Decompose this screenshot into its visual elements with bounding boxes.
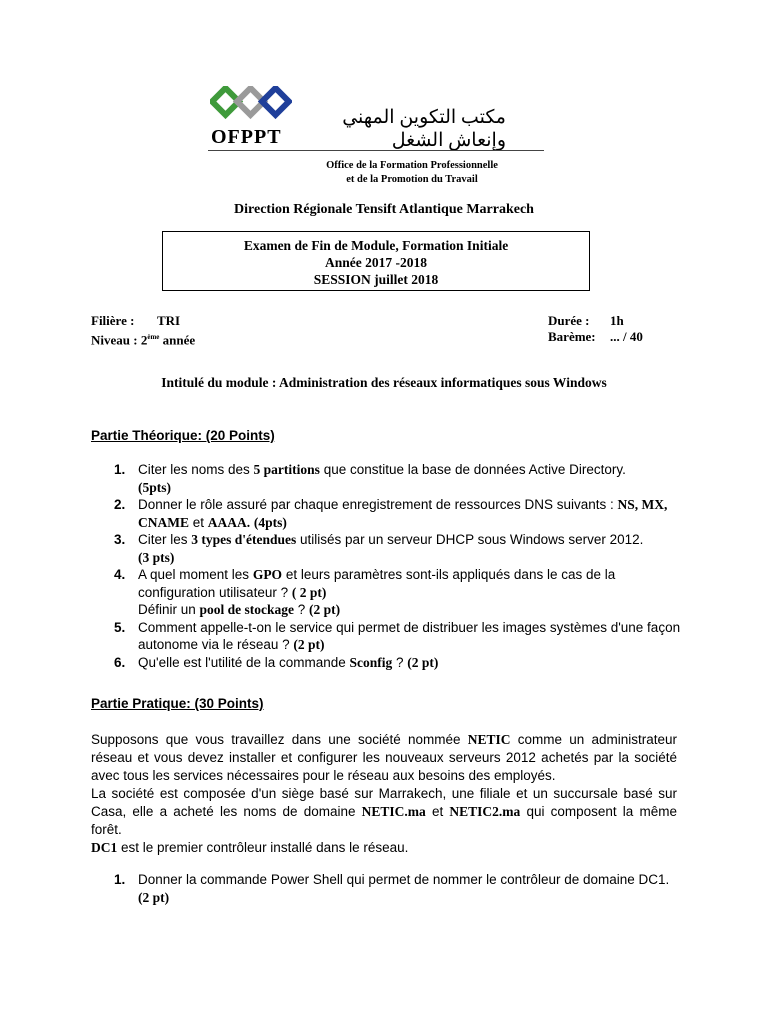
exam-title-box [162,231,590,291]
question-keyword: GPO [252,567,283,582]
question-points: (4pts) [253,514,287,530]
direction-regionale: Direction Régionale Tensift Atlantique Marrakech [234,202,534,217]
question-text: Citer les [138,532,192,547]
question-points: (2 pt) [138,889,170,905]
theory-question-4 [91,566,681,619]
filiere-label: Filière : [91,313,135,328]
practice-question-1 [91,871,681,906]
module-title: Intitulé du module : Administration des réseaux informatiques sous Windows [161,375,607,390]
question-keyword: 3 types d'étendues [191,532,297,547]
office-line-1: Office de la Formation Professionnelle [326,160,498,171]
intro-text: Supposons que vous travaillez dans une société nommée [91,732,468,747]
theory-question-1 [91,461,681,496]
question-points: ( 2 pt) [291,584,327,600]
question-text: ? [294,602,310,617]
office-name [300,159,524,187]
question-text: Donner la commande Power Shell qui permet de nommer le contrôleur de domaine DC1. [138,872,670,887]
company-name: NETIC [467,732,511,747]
exam-title-line-1: Examen de Fin de Module, Formation Initiale [243,238,509,253]
question-keyword: 5 partitions [253,462,320,477]
logo-wordmark: OFPPT [211,126,282,148]
question-number: 3. [114,532,126,547]
arabic-org-name: مكتب التكوين المهني وإنعاش الشغل [342,107,506,151]
exam-title-line-2: Année 2017 -2018 [325,255,427,270]
intro-text: est le premier contrôleur installé dans le réseau. [117,840,409,855]
question-text: Qu'elle est l'utilité de la commande [138,654,350,670]
theory-question-5 [91,619,681,654]
niveau-superscript: ème [147,333,160,341]
domain-name: NETIC2.ma [449,804,521,819]
exam-title-line-3: SESSION juillet 2018 [313,272,439,287]
bareme-label: Barème: [548,329,596,344]
question-text: ? [392,654,408,670]
intro-text: qui composent la même forêt. [91,804,677,837]
bareme-value: ... / 40 [610,329,643,344]
question-points: (3 pts) [138,549,175,565]
ofppt-logo-icon [210,86,292,122]
question-text: et [189,514,208,530]
intro-text: comme un administrateur réseau et vous devez installer et configurer les nouveaux serveurs 2012 achetés par la société avec tous les services nécessaires pour le réseau aux besoins des employés. [91,732,677,783]
controller-name: DC1 [91,840,118,855]
niveau-suffix: année [159,332,196,348]
question-number: 2. [114,497,126,512]
theory-question-3 [91,531,681,566]
question-keyword: Sconfig [349,654,393,670]
question-number: 1. [114,462,126,477]
domain-name: NETIC.ma [361,804,426,819]
question-text: et leurs paramètres sont-ils appliqués dans le cas de la configuration utilisateur ? [138,567,616,600]
question-text: Définir un [138,602,200,617]
question-text: Donner le rôle assuré par chaque enregistrement de ressources DNS suivants : [138,497,618,512]
question-points: (2 pt) [293,637,325,652]
question-keyword: NS, MX, CNAME [138,497,668,530]
duree-value: 1h [610,313,624,328]
theory-question-list [91,461,681,671]
question-number: 4. [114,567,126,582]
question-points: (2 pt) [407,654,439,670]
question-text: que constitue la base de données Active Directory. [319,462,626,477]
question-number: 6. [114,654,126,670]
theory-heading: Partie Théorique: (20 Points) [91,428,275,443]
niveau-label: Niveau : 2 [91,332,148,348]
question-points: (5pts) [138,479,171,495]
duree-label: Durée : [548,313,590,328]
office-line-2: et de la Promotion du Travail [346,174,478,185]
theory-question-6 [91,654,681,672]
filiere-value: TRI [157,313,181,328]
niveau-line [91,329,195,348]
practice-question-list [91,871,681,906]
theory-question-2 [91,496,681,531]
question-number: 5. [114,619,126,635]
intro-text: et [425,804,450,819]
practice-intro-paragraph [91,731,677,857]
question-text: Comment appelle-t-on le service qui permet de distribuer les images systèmes d'une façon autonome via le réseau ? [138,619,681,652]
question-text: A quel moment les [138,567,253,582]
question-points: (2 pt) [309,602,341,617]
question-number: 1. [114,872,126,887]
header-divider [208,150,544,151]
question-text: utilisés par un serveur DHCP sous Windows server 2012. [296,532,644,547]
question-keyword: AAAA. [207,514,251,530]
intro-text: La société est composée d'un siège basé sur Marrakech, une filiale et un succursale basé sur Casa, elle a acheté les noms de domaine [91,786,677,819]
question-keyword: pool de stockage [199,602,295,617]
practice-heading: Partie Pratique: (30 Points) [91,696,264,711]
question-text: Citer les noms des [138,462,254,477]
